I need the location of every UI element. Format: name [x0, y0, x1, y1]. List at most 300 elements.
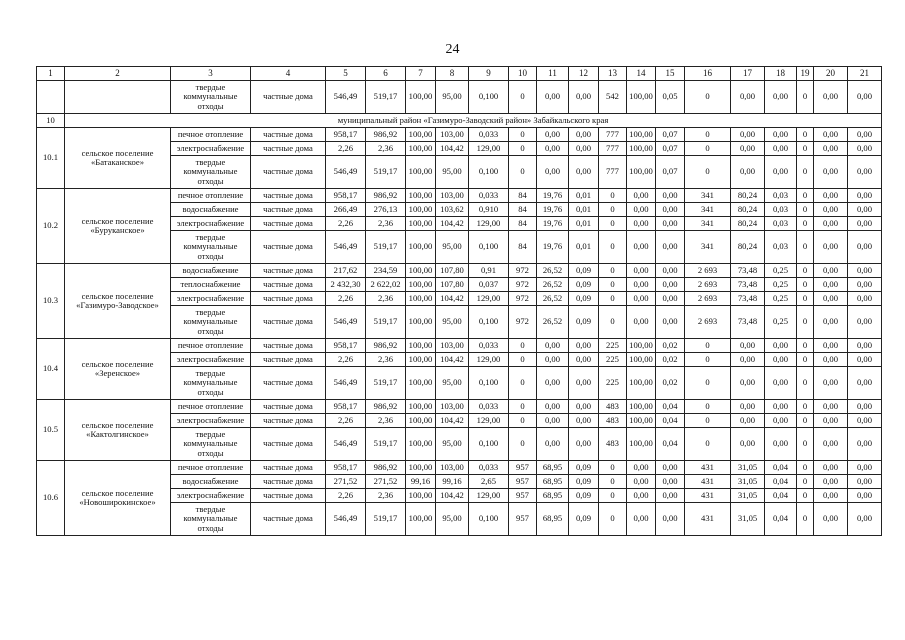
service-cell: водоснабжение: [171, 203, 251, 217]
table-cell: 103,62: [436, 203, 469, 217]
service-cell: твердые коммунальные отходы: [171, 306, 251, 339]
table-cell: 104,42: [436, 217, 469, 231]
table-cell: 0: [797, 353, 814, 367]
header-cell: 10: [509, 67, 537, 81]
table-cell: 0,037: [469, 278, 509, 292]
table-cell: 0,07: [656, 128, 685, 142]
table-cell: 957: [509, 475, 537, 489]
table-cell: 957: [509, 489, 537, 503]
header-cell: 12: [569, 67, 599, 81]
table-cell: 0,00: [656, 231, 685, 264]
table-cell: 19,76: [537, 189, 569, 203]
service-cell: водоснабжение: [171, 264, 251, 278]
table-cell: 0: [685, 142, 731, 156]
header-cell: 21: [848, 67, 882, 81]
table-cell: 0: [599, 217, 627, 231]
table-cell: 0,25: [765, 278, 797, 292]
table-cell: 0,00: [765, 428, 797, 461]
header-cell: 11: [537, 67, 569, 81]
table-cell: 0: [797, 489, 814, 503]
table-cell: 542: [599, 81, 627, 114]
table-cell: 0,00: [731, 142, 765, 156]
table-cell: 546,49: [326, 156, 366, 189]
table-cell: 0,00: [569, 428, 599, 461]
table-cell: 0,00: [537, 156, 569, 189]
housing-type-cell: частные дома: [251, 189, 326, 203]
table-cell: 0: [797, 339, 814, 353]
table-cell: 0,00: [814, 128, 848, 142]
table-row: [37, 81, 882, 114]
table-row: [37, 339, 882, 353]
table-cell: 266,49: [326, 203, 366, 217]
table-cell: 0,00: [814, 142, 848, 156]
table-cell: 0,00: [814, 278, 848, 292]
table-cell: 100,00: [406, 367, 436, 400]
table-cell: 103,00: [436, 400, 469, 414]
table-cell: 80,24: [731, 203, 765, 217]
table-cell: 2,26: [326, 414, 366, 428]
table-cell: 2 693: [685, 264, 731, 278]
table-cell: 2,26: [326, 217, 366, 231]
table-cell: 31,05: [731, 503, 765, 536]
row-number-cell: 10.2: [37, 189, 65, 264]
table-cell: 0,00: [656, 306, 685, 339]
table-row: [37, 264, 882, 278]
table-cell: 0,03: [765, 217, 797, 231]
table-cell: 0,00: [731, 400, 765, 414]
table-cell: 0: [599, 489, 627, 503]
table-cell: 0: [599, 306, 627, 339]
table-cell: 100,00: [406, 264, 436, 278]
service-cell: твердые коммунальные отходы: [171, 156, 251, 189]
table-cell: 483: [599, 400, 627, 414]
table-cell: 100,00: [406, 489, 436, 503]
table-cell: 0,100: [469, 231, 509, 264]
table-cell: 431: [685, 489, 731, 503]
table-cell: 19,76: [537, 231, 569, 264]
table-cell: 0,00: [814, 231, 848, 264]
table-cell: 0,00: [731, 414, 765, 428]
table-cell: 73,48: [731, 292, 765, 306]
table-cell: 0,00: [627, 189, 656, 203]
table-cell: 0: [685, 367, 731, 400]
table-cell: 0: [509, 156, 537, 189]
table-cell: 0,02: [656, 353, 685, 367]
table-cell: 431: [685, 461, 731, 475]
table-cell: 0,00: [814, 414, 848, 428]
table-cell: 2 432,30: [326, 278, 366, 292]
table-cell: 0,00: [627, 231, 656, 264]
table-cell: 0: [685, 353, 731, 367]
table-cell: 519,17: [366, 428, 406, 461]
table-cell: 0,01: [569, 203, 599, 217]
table-cell: 0: [599, 203, 627, 217]
table-cell: 104,42: [436, 142, 469, 156]
section-row: [37, 114, 882, 128]
table-cell: 0,00: [765, 128, 797, 142]
table-cell: 2,36: [366, 217, 406, 231]
table-cell: 0: [685, 128, 731, 142]
table-cell: 2,65: [469, 475, 509, 489]
table-cell: 972: [509, 306, 537, 339]
header-cell: 7: [406, 67, 436, 81]
table-cell: 0,00: [848, 414, 882, 428]
table-cell: 0,00: [848, 81, 882, 114]
table-cell: 0,00: [814, 217, 848, 231]
housing-type-cell: частные дома: [251, 461, 326, 475]
table-cell: 103,00: [436, 128, 469, 142]
table-cell: 0,00: [731, 156, 765, 189]
table-cell: 0,04: [656, 414, 685, 428]
table-cell: 2 693: [685, 306, 731, 339]
table-cell: 0: [797, 264, 814, 278]
table-cell: 0,00: [656, 475, 685, 489]
service-cell: электроснабжение: [171, 489, 251, 503]
table-cell: 2,36: [366, 414, 406, 428]
service-cell: электроснабжение: [171, 353, 251, 367]
table-cell: 0: [685, 81, 731, 114]
table-cell: 0,00: [848, 231, 882, 264]
table-cell: 129,00: [469, 292, 509, 306]
table-cell: 0: [509, 339, 537, 353]
table-cell: 0,00: [848, 189, 882, 203]
service-cell: печное отопление: [171, 400, 251, 414]
table-cell: 2,36: [366, 489, 406, 503]
table-cell: 103,00: [436, 461, 469, 475]
table-cell: 26,52: [537, 278, 569, 292]
table-cell: 0,00: [848, 264, 882, 278]
table-cell: 84: [509, 217, 537, 231]
table-cell: 234,59: [366, 264, 406, 278]
settlement-name-cell: [65, 81, 171, 114]
table-cell: 0,03: [765, 189, 797, 203]
table-cell: 0,09: [569, 461, 599, 475]
table-cell: 100,00: [406, 428, 436, 461]
table-cell: 0: [797, 203, 814, 217]
table-cell: 0,00: [848, 142, 882, 156]
table-cell: 0: [599, 292, 627, 306]
table-cell: 0,00: [569, 128, 599, 142]
table-cell: 986,92: [366, 189, 406, 203]
table-cell: 68,95: [537, 489, 569, 503]
table-cell: 95,00: [436, 306, 469, 339]
table-cell: 0,00: [814, 428, 848, 461]
table-cell: 80,24: [731, 231, 765, 264]
table-cell: 0,00: [627, 475, 656, 489]
table-cell: 0,00: [537, 142, 569, 156]
table-cell: 0: [797, 414, 814, 428]
table-cell: 0,00: [765, 400, 797, 414]
table-cell: 986,92: [366, 339, 406, 353]
table-cell: 0: [797, 278, 814, 292]
table-cell: 0,09: [569, 503, 599, 536]
table-cell: 0,00: [814, 489, 848, 503]
table-cell: 777: [599, 128, 627, 142]
table-cell: 0,00: [814, 503, 848, 536]
table-cell: 986,92: [366, 461, 406, 475]
table-cell: 0,00: [656, 189, 685, 203]
housing-type-cell: частные дома: [251, 278, 326, 292]
table-cell: 100,00: [406, 292, 436, 306]
table-cell: 100,00: [406, 128, 436, 142]
table-cell: 0,00: [537, 428, 569, 461]
table-cell: 0,100: [469, 306, 509, 339]
table-cell: 0,04: [765, 475, 797, 489]
service-cell: электроснабжение: [171, 414, 251, 428]
table-cell: 100,00: [627, 142, 656, 156]
table-cell: 0,00: [848, 128, 882, 142]
header-cell: 15: [656, 67, 685, 81]
table-cell: 958,17: [326, 461, 366, 475]
housing-type-cell: частные дома: [251, 339, 326, 353]
header-cell: 2: [65, 67, 171, 81]
table-cell: 0,00: [765, 142, 797, 156]
table-cell: 0,04: [656, 428, 685, 461]
table-cell: 0,00: [765, 339, 797, 353]
table-cell: 73,48: [731, 264, 765, 278]
table-cell: 0: [509, 400, 537, 414]
table-cell: 0,00: [627, 264, 656, 278]
table-cell: 0,00: [848, 292, 882, 306]
table-cell: 0,00: [537, 128, 569, 142]
housing-type-cell: частные дома: [251, 142, 326, 156]
table-cell: 0,00: [848, 503, 882, 536]
housing-type-cell: частные дома: [251, 503, 326, 536]
housing-type-cell: частные дома: [251, 400, 326, 414]
table-cell: 341: [685, 217, 731, 231]
table-cell: 483: [599, 414, 627, 428]
service-cell: твердые коммунальные отходы: [171, 367, 251, 400]
table-cell: 0,00: [848, 461, 882, 475]
table-cell: 519,17: [366, 81, 406, 114]
header-cell: 20: [814, 67, 848, 81]
table-cell: 0: [797, 461, 814, 475]
table-cell: 68,95: [537, 503, 569, 536]
row-number-cell: 10.1: [37, 128, 65, 189]
table-cell: 0,00: [537, 81, 569, 114]
table-cell: 0,00: [569, 353, 599, 367]
table-cell: 0,100: [469, 156, 509, 189]
table-cell: 0,03: [765, 231, 797, 264]
table-cell: 2,36: [366, 353, 406, 367]
table-cell: 2,26: [326, 292, 366, 306]
service-cell: печное отопление: [171, 128, 251, 142]
table-cell: 0,100: [469, 428, 509, 461]
table-cell: 100,00: [627, 428, 656, 461]
table-cell: 0,09: [569, 489, 599, 503]
table-cell: 0,09: [569, 264, 599, 278]
table-cell: 0,00: [656, 264, 685, 278]
table-cell: 0: [599, 461, 627, 475]
service-cell: электроснабжение: [171, 217, 251, 231]
table-cell: 0: [509, 128, 537, 142]
table-cell: 0,91: [469, 264, 509, 278]
table-cell: 0,00: [731, 128, 765, 142]
service-cell: печное отопление: [171, 189, 251, 203]
table-cell: 0: [509, 142, 537, 156]
table-cell: 0,033: [469, 128, 509, 142]
table-cell: 0,00: [765, 353, 797, 367]
table-cell: 225: [599, 367, 627, 400]
table-cell: 0,033: [469, 461, 509, 475]
table-cell: 80,24: [731, 189, 765, 203]
table-cell: 104,42: [436, 353, 469, 367]
table-cell: 0,00: [848, 339, 882, 353]
table-cell: 341: [685, 231, 731, 264]
table-cell: 99,16: [436, 475, 469, 489]
table-cell: 0,033: [469, 400, 509, 414]
table-cell: 100,00: [627, 353, 656, 367]
table-cell: 0: [509, 81, 537, 114]
table-cell: 0,00: [814, 264, 848, 278]
service-cell: твердые коммунальные отходы: [171, 231, 251, 264]
table-cell: 100,00: [627, 414, 656, 428]
table-cell: 0,00: [848, 367, 882, 400]
table-cell: 0,00: [814, 475, 848, 489]
settlement-name-cell: сельское поселение «Зеренское»: [65, 339, 171, 400]
table-cell: 103,00: [436, 189, 469, 203]
table-cell: 68,95: [537, 475, 569, 489]
table-cell: 2,36: [366, 292, 406, 306]
table-cell: 100,00: [627, 81, 656, 114]
table-cell: 0,00: [627, 203, 656, 217]
row-number-cell: 10.4: [37, 339, 65, 400]
settlement-name-cell: сельское поселение «Батаканское»: [65, 128, 171, 189]
housing-type-cell: частные дома: [251, 475, 326, 489]
row-number-cell: 10.3: [37, 264, 65, 339]
table-cell: 0,00: [656, 217, 685, 231]
table-cell: 546,49: [326, 81, 366, 114]
header-cell: 6: [366, 67, 406, 81]
table-cell: 103,00: [436, 339, 469, 353]
table-cell: 0,04: [765, 489, 797, 503]
table-cell: 0,00: [848, 489, 882, 503]
table-cell: 0,00: [627, 217, 656, 231]
table-body: [37, 67, 882, 536]
table-cell: 957: [509, 503, 537, 536]
table-cell: 0,02: [656, 367, 685, 400]
table-cell: 129,00: [469, 414, 509, 428]
table-cell: 100,00: [406, 306, 436, 339]
table-cell: 986,92: [366, 128, 406, 142]
table-cell: 100,00: [406, 400, 436, 414]
table-cell: 0,00: [814, 400, 848, 414]
table-cell: 26,52: [537, 306, 569, 339]
table-cell: 0,00: [848, 400, 882, 414]
table-cell: 129,00: [469, 217, 509, 231]
housing-type-cell: частные дома: [251, 217, 326, 231]
table-cell: 0,00: [656, 203, 685, 217]
table-cell: 100,00: [627, 400, 656, 414]
table-cell: 0,00: [627, 292, 656, 306]
table-cell: 0,100: [469, 367, 509, 400]
table-cell: 0,00: [627, 461, 656, 475]
table-cell: 100,00: [406, 156, 436, 189]
table-cell: 0,01: [569, 189, 599, 203]
table-cell: 100,00: [406, 217, 436, 231]
table-cell: 0: [685, 414, 731, 428]
housing-type-cell: частные дома: [251, 306, 326, 339]
table-cell: 0: [797, 475, 814, 489]
table-cell: 431: [685, 503, 731, 536]
table-cell: 0,00: [569, 142, 599, 156]
table-cell: 0: [797, 156, 814, 189]
table-cell: 972: [509, 292, 537, 306]
settlement-name-cell: сельское поселение «Новоширокинское»: [65, 461, 171, 536]
table-cell: 95,00: [436, 367, 469, 400]
table-cell: 0,05: [656, 81, 685, 114]
table-cell: 0,100: [469, 81, 509, 114]
table-cell: 0,00: [537, 339, 569, 353]
table-cell: 0,00: [569, 414, 599, 428]
table-cell: 0,25: [765, 264, 797, 278]
table-cell: 519,17: [366, 367, 406, 400]
row-number-cell: [37, 81, 65, 114]
table-cell: 0,00: [765, 367, 797, 400]
table-cell: 519,17: [366, 156, 406, 189]
table-cell: 958,17: [326, 400, 366, 414]
header-cell: 18: [765, 67, 797, 81]
table-cell: 107,80: [436, 264, 469, 278]
table-row: [37, 400, 882, 414]
table-cell: 129,00: [469, 142, 509, 156]
table-cell: 0,00: [627, 306, 656, 339]
table-cell: 546,49: [326, 367, 366, 400]
table-cell: 519,17: [366, 503, 406, 536]
table-cell: 0,00: [537, 353, 569, 367]
table-cell: 73,48: [731, 278, 765, 292]
table-cell: 80,24: [731, 217, 765, 231]
table-cell: 0,00: [848, 278, 882, 292]
table-cell: 986,92: [366, 400, 406, 414]
table-cell: 0,01: [569, 217, 599, 231]
table-cell: 0,07: [656, 142, 685, 156]
table-cell: 0,00: [814, 81, 848, 114]
service-cell: водоснабжение: [171, 475, 251, 489]
tariff-table: [36, 66, 882, 536]
table-cell: 0: [797, 367, 814, 400]
table-cell: 0,00: [569, 339, 599, 353]
housing-type-cell: частные дома: [251, 156, 326, 189]
table-cell: 0: [797, 81, 814, 114]
table-cell: 0,09: [569, 306, 599, 339]
table-cell: 0: [685, 156, 731, 189]
header-cell: 16: [685, 67, 731, 81]
table-cell: 0,00: [537, 414, 569, 428]
table-cell: 0,09: [569, 292, 599, 306]
table-cell: 0,00: [765, 414, 797, 428]
table-cell: 107,80: [436, 278, 469, 292]
table-cell: 0,00: [814, 156, 848, 189]
table-cell: 100,00: [406, 353, 436, 367]
table-cell: 0,25: [765, 306, 797, 339]
header-cell: 14: [627, 67, 656, 81]
table-cell: 546,49: [326, 306, 366, 339]
table-cell: 0: [509, 428, 537, 461]
housing-type-cell: частные дома: [251, 292, 326, 306]
table-row: [37, 189, 882, 203]
header-cell: 4: [251, 67, 326, 81]
table-cell: 95,00: [436, 428, 469, 461]
table-cell: 100,00: [406, 503, 436, 536]
table-cell: 0: [797, 231, 814, 264]
header-cell: 13: [599, 67, 627, 81]
table-cell: 0: [599, 264, 627, 278]
table-cell: 0,04: [656, 400, 685, 414]
table-cell: 0,00: [656, 489, 685, 503]
table-cell: 519,17: [366, 306, 406, 339]
table-cell: 0,00: [569, 367, 599, 400]
